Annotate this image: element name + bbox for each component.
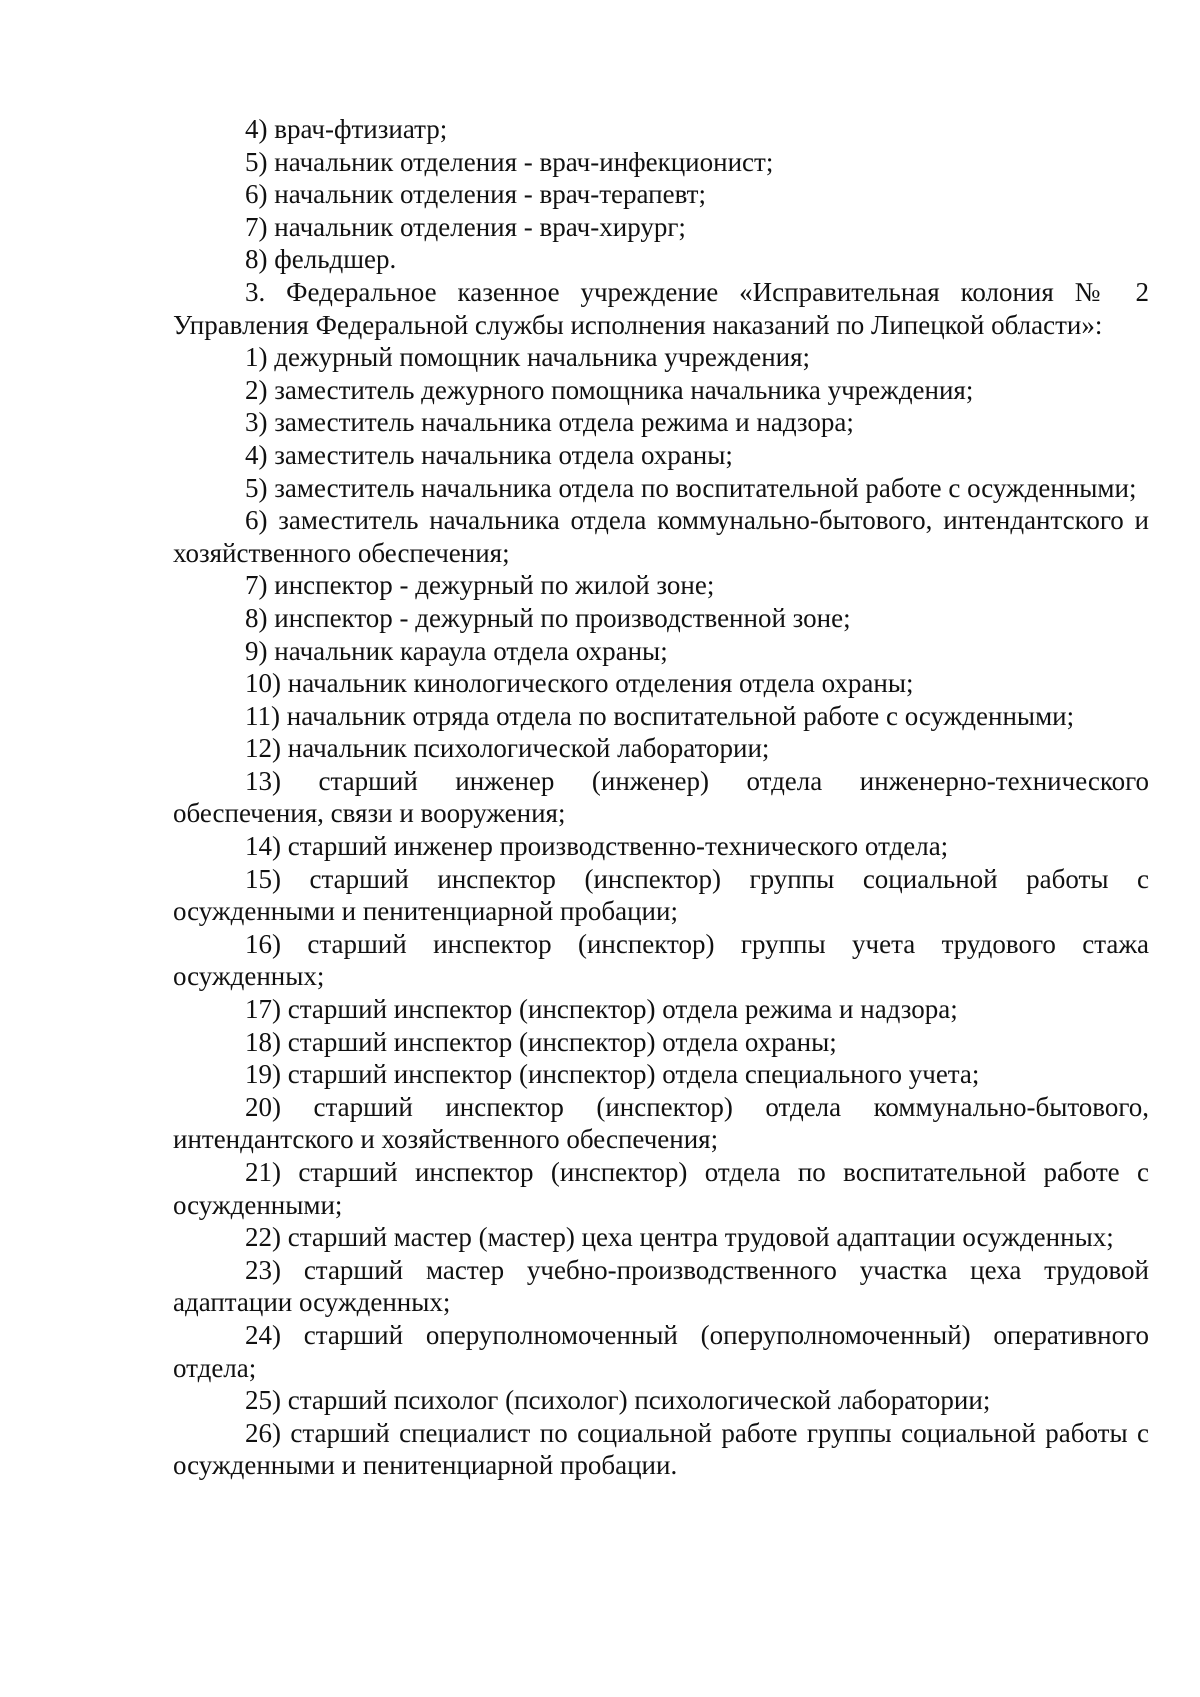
list-item: 25) старший психолог (психолог) психологической лаборатории;	[245, 1385, 991, 1416]
list-item: 2) заместитель дежурного помощника начальника учреждения;	[245, 374, 974, 405]
list-item: 19) старший инспектор (инспектор) отдела специального учета;	[245, 1059, 980, 1090]
list-item: 18) старший инспектор (инспектор) отдела охраны;	[245, 1026, 837, 1057]
list-item: 22) старший мастер (мастер) цеха центра трудовой адаптации осужденных;	[245, 1222, 1114, 1253]
list-item: 16) старший инспектор (инспектор) группы учета трудового стажа осужденных;	[173, 928, 1149, 992]
list-item: 1) дежурный помощник начальника учреждения;	[245, 342, 811, 373]
list-item: 20) старший инспектор (инспектор) отдела коммунально-бытового, интендантского и хозяйственного обеспечения;	[173, 1091, 1149, 1155]
list-item: 8) инспектор - дежурный по производственной зоне;	[245, 602, 851, 633]
list-item: 14) старший инженер производственно-технического отдела;	[245, 831, 949, 862]
list-item: 21) старший инспектор (инспектор) отдела по воспитательной работе с осужденными;	[173, 1157, 1149, 1220]
list-item: 7) инспектор - дежурный по жилой зоне;	[245, 570, 715, 601]
list-item: 26) старший специалист по социальной работе группы социальной работы с осужденными и пенитенциарной пробации.	[173, 1417, 1149, 1481]
list-item: 24) старший оперуполномоченный (оперуполномоченный) оперативного отдела;	[173, 1319, 1149, 1383]
document-page	[173, 113, 1149, 1482]
list-item: 13) старший инженер (инженер) отдела инженерно-технического обеспечения, связи и вооружения;	[173, 765, 1149, 829]
list-item: 11) начальник отряда отдела по воспитательной работе с осужденными;	[245, 700, 1075, 731]
list-item: 4) врач-фтизиатр;	[245, 114, 448, 144]
section-heading: 3. Федеральное казенное учреждение «Исправительная колония № 2 Управления Федеральной службы исполнения наказаний по Липецкой области»:	[173, 276, 1149, 340]
list-item: 4) заместитель начальника отдела охраны;	[245, 439, 733, 470]
list-item: 5) начальник отделения - врач-инфекционист;	[245, 146, 774, 177]
list-item: 6) начальник отделения - врач-терапевт;	[245, 179, 706, 210]
list-item: 12) начальник психологической лаборатории;	[245, 733, 770, 764]
list-item: 8) фельдшер.	[245, 244, 397, 275]
list-item: 9) начальник караула отдела охраны;	[245, 635, 668, 666]
list-item: 15) старший инспектор (инспектор) группы социальной работы с осужденными и пенитенциарной пробации;	[173, 863, 1149, 927]
list-item: 23) старший мастер учебно-производственного участка цеха трудовой адаптации осужденных;	[173, 1254, 1149, 1318]
list-item: 5) заместитель начальника отдела по воспитательной работе с осужденными;	[245, 472, 1137, 503]
list-item: 17) старший инспектор (инспектор) отдела режима и надзора;	[245, 994, 958, 1025]
list-item: 10) начальник кинологического отделения отдела охраны;	[245, 668, 914, 699]
list-item: 3) заместитель начальника отдела режима и надзора;	[245, 407, 854, 438]
list-item: 7) начальник отделения - врач-хирург;	[245, 211, 686, 242]
list-item: 6) заместитель начальника отдела коммунально-бытового, интендантского и хозяйственного обеспечения;	[173, 505, 1149, 568]
